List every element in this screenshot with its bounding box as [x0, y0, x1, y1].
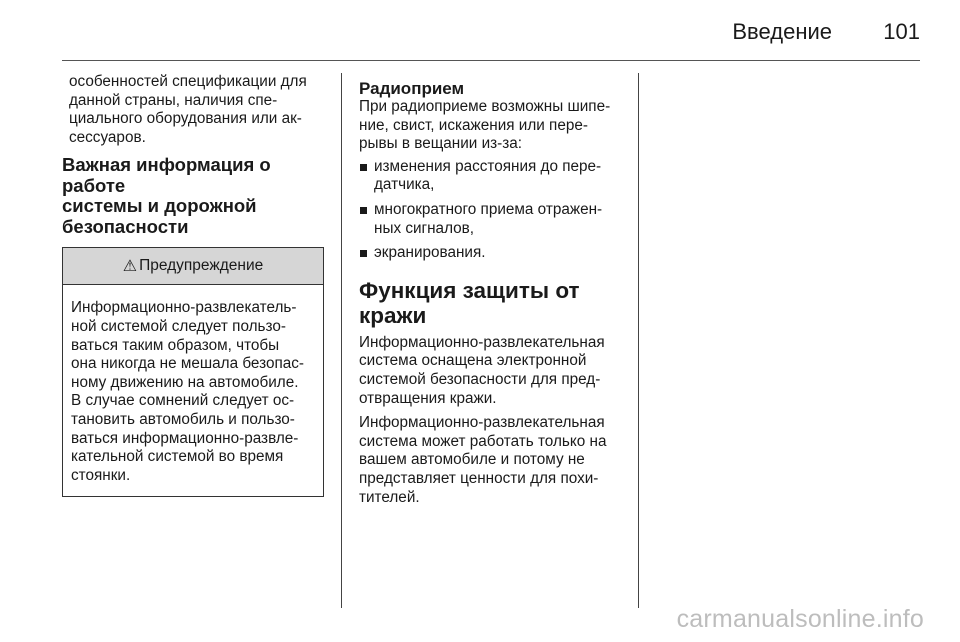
- heading-line: безопасности: [62, 215, 189, 237]
- warning-header: [63, 248, 323, 285]
- radio-heading: Радиоприем: [359, 79, 465, 98]
- middle-column: [359, 73, 625, 507]
- warning-line: ному движению на автомобиле.: [71, 373, 299, 391]
- warning-line: В случае сомнений следует ос-: [71, 392, 295, 410]
- list-item-line: изменения расстояния до пере-: [374, 157, 602, 175]
- paragraph-line: отвращения кражи.: [359, 389, 497, 407]
- list-item: [359, 244, 625, 263]
- list-item: [359, 201, 625, 238]
- warning-line: кательной системой во время: [71, 448, 284, 466]
- intro-line: особенностей спецификации для: [69, 73, 307, 90]
- paragraph-line: Информационно-развлекательная: [359, 333, 605, 351]
- warning-line: ваться таким образом, чтобы: [71, 336, 280, 354]
- radio-intro-line: рывы в вещании из-за:: [359, 135, 523, 153]
- paragraph-line: представляет ценности для похи-: [359, 469, 599, 487]
- warning-line: она никогда не мешала безопас-: [71, 355, 304, 373]
- warning-box: [62, 247, 324, 497]
- list-item-line: ных сигналов,: [374, 219, 475, 237]
- theft-paragraph-2: [359, 414, 625, 507]
- paragraph-line: системой безопасности для пред-: [359, 370, 601, 388]
- heading-line: Важная информация о работе: [62, 154, 271, 196]
- site-watermark: carmanualsonline.info: [676, 605, 924, 633]
- warning-title: Предупреждение: [139, 257, 264, 275]
- heading-line: Функция защиты от: [359, 277, 580, 303]
- intro-line: циального оборудования или ак-: [69, 110, 302, 128]
- warning-line: ваться информационно-развле-: [71, 429, 299, 447]
- warning-line: тановить автомобиль и пользо-: [71, 410, 295, 428]
- square-bullet-icon: [360, 250, 367, 257]
- list-item: [359, 158, 625, 195]
- heading-line: кражи: [359, 302, 427, 328]
- warning-line: Информационно-развлекатель-: [71, 299, 297, 317]
- paragraph-line: тителей.: [359, 488, 420, 506]
- warning-body: [63, 285, 323, 496]
- paragraph-line: система оснащена электронной: [359, 352, 587, 370]
- paragraph-line: Информационно-развлекательная: [359, 414, 605, 432]
- warning-line: стоянки.: [71, 466, 131, 484]
- intro-paragraph: [62, 73, 326, 147]
- page-number: 101: [883, 19, 920, 44]
- column-divider-right: [638, 73, 639, 608]
- paragraph-line: система может работать только на: [359, 432, 607, 450]
- safety-section-heading: [62, 155, 326, 237]
- chapter-title: Введение: [732, 19, 832, 44]
- intro-line: сессуаров.: [69, 128, 146, 146]
- warning-line: ной системой следует пользо-: [71, 317, 286, 335]
- left-column: [62, 73, 326, 497]
- intro-line: данной страны, наличия спе-: [69, 91, 278, 109]
- list-item-line: многократного приема отражен-: [374, 200, 603, 218]
- heading-line: системы и дорожной: [62, 195, 257, 217]
- column-divider-left: [341, 73, 342, 608]
- square-bullet-icon: [360, 164, 367, 171]
- square-bullet-icon: [360, 207, 367, 214]
- list-item-line: экранирования.: [374, 244, 486, 262]
- radio-intro-line: ние, свист, искажения или пере-: [359, 116, 588, 134]
- warning-triangle-icon: ⚠: [122, 258, 138, 276]
- interference-list: [359, 158, 625, 263]
- list-item-line: датчика,: [374, 176, 435, 194]
- theft-protection-heading: [359, 278, 625, 328]
- header-rule: [62, 60, 920, 61]
- radio-intro-line: При радиоприеме возможны шипе-: [359, 98, 611, 115]
- radio-intro-paragraph: [359, 98, 625, 154]
- paragraph-line: вашем автомобиле и потому не: [359, 451, 585, 469]
- theft-paragraph-1: [359, 334, 625, 408]
